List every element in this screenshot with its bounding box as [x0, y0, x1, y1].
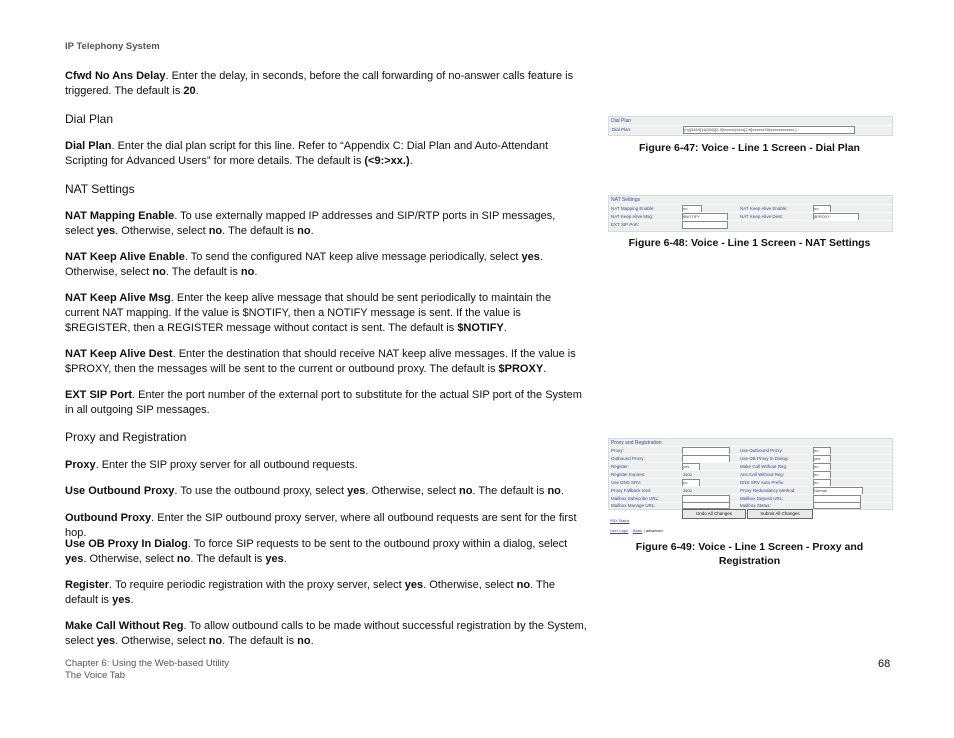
figure-6-47-caption: Figure 6-47: Voice - Line 1 Screen - Dial Plan [639, 142, 860, 154]
fig49-label-make-call: Make Call Without Reg: [740, 464, 788, 469]
fig49-label-mailbox-subscribe: Mailbox Subscribe URL: [611, 496, 660, 501]
para-register: Register. To require periodic registration with the proxy server, select yes. Otherwise, select no. The default is yes. [65, 579, 555, 606]
footer-chapter: Chapter 6: Using the Web-based Utility [65, 658, 230, 669]
nat-keep-alive-msg-input[interactable]: $NOTIFY [682, 213, 728, 221]
figure-6-48-caption: Figure 6-48: Voice - Line 1 Screen - NAT Settings [628, 237, 871, 249]
fig49-label-proxy: Proxy: [611, 448, 624, 453]
proxy-fallback-input[interactable]: 3600 [683, 488, 692, 493]
running-header: IP Telephony System [65, 41, 160, 52]
fig49-label-fallback: Proxy Fallback Intvl: [611, 488, 652, 493]
advanced-link[interactable]: | advanced [644, 529, 663, 533]
fig49-label-mailbox-deposit: Mailbox Deposit URL: [740, 496, 784, 501]
fig49-title: Proxy and Registration [611, 440, 662, 446]
fig48-label-keep-alive-enable: NAT Keep Alive Enable: [740, 206, 788, 211]
para-nat-mapping: NAT Mapping Enable. To use externally mapped IP addresses and SIP/RTP ports in SIP messages, select yes. Otherwise, select no. The default is no. [65, 210, 556, 237]
register-expires-input[interactable]: 3600 [683, 472, 692, 477]
para-use-outbound-proxy: Use Outbound Proxy. To use the outbound proxy, select yes. Otherwise, select no. The default is no. [65, 485, 564, 497]
user-login-link[interactable]: User Login [610, 529, 629, 533]
dial-plan-input[interactable]: (*x|[3469]11|0|00|[2-9]xxxxxx|1xxx[2-9]xxxxxxS0|xxxxxxxxxxxx.) [683, 126, 855, 134]
heading-proxy-registration: Proxy and Registration [65, 430, 187, 444]
use-ob-proxy-dialog-select[interactable]: yes [813, 455, 831, 463]
ans-call-without-reg-select[interactable]: no [813, 471, 831, 479]
basic-link[interactable]: Basic [633, 529, 643, 533]
fig49-label-redundancy: Proxy Redundancy Method: [740, 488, 796, 493]
footer [65, 658, 229, 682]
submit-all-changes-button[interactable]: Submit All Changes [747, 509, 813, 519]
para-proxy: Proxy. Enter the SIP proxy server for all outbound requests. [65, 459, 358, 471]
make-call-without-reg-select[interactable]: no [813, 463, 831, 471]
heading-nat-settings: NAT Settings [65, 182, 135, 196]
nat-keep-alive-dest-input[interactable]: $PROXY [813, 213, 859, 221]
para-nat-keep-alive-dest: NAT Keep Alive Dest. Enter the destination that should receive NAT keep alive messages. If the value is $PROXY, then the messages will be sent to the current or outbound proxy. The default is $PROXY. [65, 348, 576, 375]
fig49-label-ob-dialog: Use OB Proxy In Dialog: [740, 456, 789, 461]
fig49-label-register-expires: Register Expires: [611, 472, 646, 477]
fig49-label-register: Register: [611, 464, 630, 469]
figure-6-49-caption: Figure 6-49: Voice - Line 1 Screen - Proxy and Registration [635, 541, 864, 567]
proxy-redundancy-select[interactable]: Normal [813, 487, 863, 495]
register-select[interactable]: yes [682, 463, 700, 471]
para-use-ob-proxy-dialog: Use OB Proxy In Dialog. To force SIP requests to be sent to the outbound proxy within a dialog, select yes. Otherwise, select no. The default is yes. [65, 538, 568, 565]
fig47-label: Dial Plan: [612, 127, 632, 132]
figure-nat-settings-screenshot [608, 195, 893, 232]
fig49-label-mailbox-status: Mailbox Status: [740, 503, 771, 508]
fig49-label-outbound-proxy: Outbound Proxy: [611, 456, 645, 461]
fig48-label-nat-mapping: NAT Mapping Enable: [611, 206, 655, 211]
fig48-label-ext-sip-port: EXT SIP Port: [611, 222, 639, 227]
heading-dial-plan: Dial Plan [65, 112, 114, 126]
dns-srv-auto-prefix-select[interactable]: no [813, 479, 831, 487]
mailbox-manage-input[interactable] [682, 502, 730, 509]
nat-mapping-select[interactable]: no [682, 205, 702, 213]
para-nat-keep-alive: NAT Keep Alive Enable. To send the configured NAT keep alive message periodically, select yes. Otherwise, select no. The default is no. [65, 251, 543, 278]
page-number: 68 [878, 658, 891, 670]
ext-sip-port-input[interactable] [682, 221, 728, 229]
fig49-label-dns-prefix: DNS SRV Auto Prefix: [740, 480, 785, 485]
pbx-status-link[interactable]: PBX Status [610, 519, 630, 523]
figure-dial-plan-screenshot [608, 116, 893, 136]
figure-proxy-registration-screenshot [608, 438, 893, 510]
para-cfwd: Cfwd No Ans Delay. Enter the delay, in seconds, before the call forwarding of no-answer calls feature is triggered. The default is 20. [65, 70, 574, 97]
footer-section: The Voice Tab [65, 670, 126, 681]
use-outbound-proxy-select[interactable]: no [813, 447, 831, 455]
para-ext-sip-port: EXT SIP Port. Enter the port number of the external port to substitute for the actual SIP port of the System in all outgoing SIP messages. [65, 389, 582, 416]
fig48-title: NAT Settings [611, 197, 640, 203]
fig48-label-keep-alive-msg: NAT Keep Alive Msg: [611, 214, 654, 219]
para-dial-plan: Dial Plan. Enter the dial plan script for this line. Refer to “Appendix C: Dial Plan and Auto-Attendant Scripting for Advanced Users” for more details. The default is (<9:>xx.). [65, 140, 549, 167]
para-make-call-without-reg: Make Call Without Reg. To allow outbound calls to be made without successful registration by the System, select yes. Otherwise, select no. The default is no. [65, 620, 587, 647]
undo-all-changes-button[interactable]: Undo All Changes [682, 509, 746, 519]
para-nat-keep-alive-msg: NAT Keep Alive Msg. Enter the keep alive message that should be sent periodically to maintain the current NAT mapping. If the value is $NOTIFY, then a NOTIFY message is sent. If the value is $REGISTER, then a REGISTER message without contact is sent. The default is $NOTIFY. [65, 292, 552, 334]
fig49-label-ans-call: Ans Call Without Reg: [740, 472, 785, 477]
fig48-label-keep-alive-dest: NAT Keep Alive Dest: [740, 214, 783, 219]
fig49-label-use-outbound: Use Outbound Proxy: [740, 448, 784, 453]
nat-keep-alive-select[interactable]: no [813, 205, 831, 213]
fig49-label-dns-srv: Use DNS SRV: [611, 480, 642, 485]
use-dns-srv-select[interactable]: no [682, 479, 700, 487]
fig49-label-mailbox-manage: Mailbox Manage URL: [611, 503, 656, 508]
mailbox-status-input[interactable] [813, 502, 861, 509]
fig47-title: Dial Plan [611, 118, 632, 124]
para-outbound-proxy: Outbound Proxy. Enter the SIP outbound proxy server, where all outbound requests are sent for the first hop. [65, 512, 577, 539]
